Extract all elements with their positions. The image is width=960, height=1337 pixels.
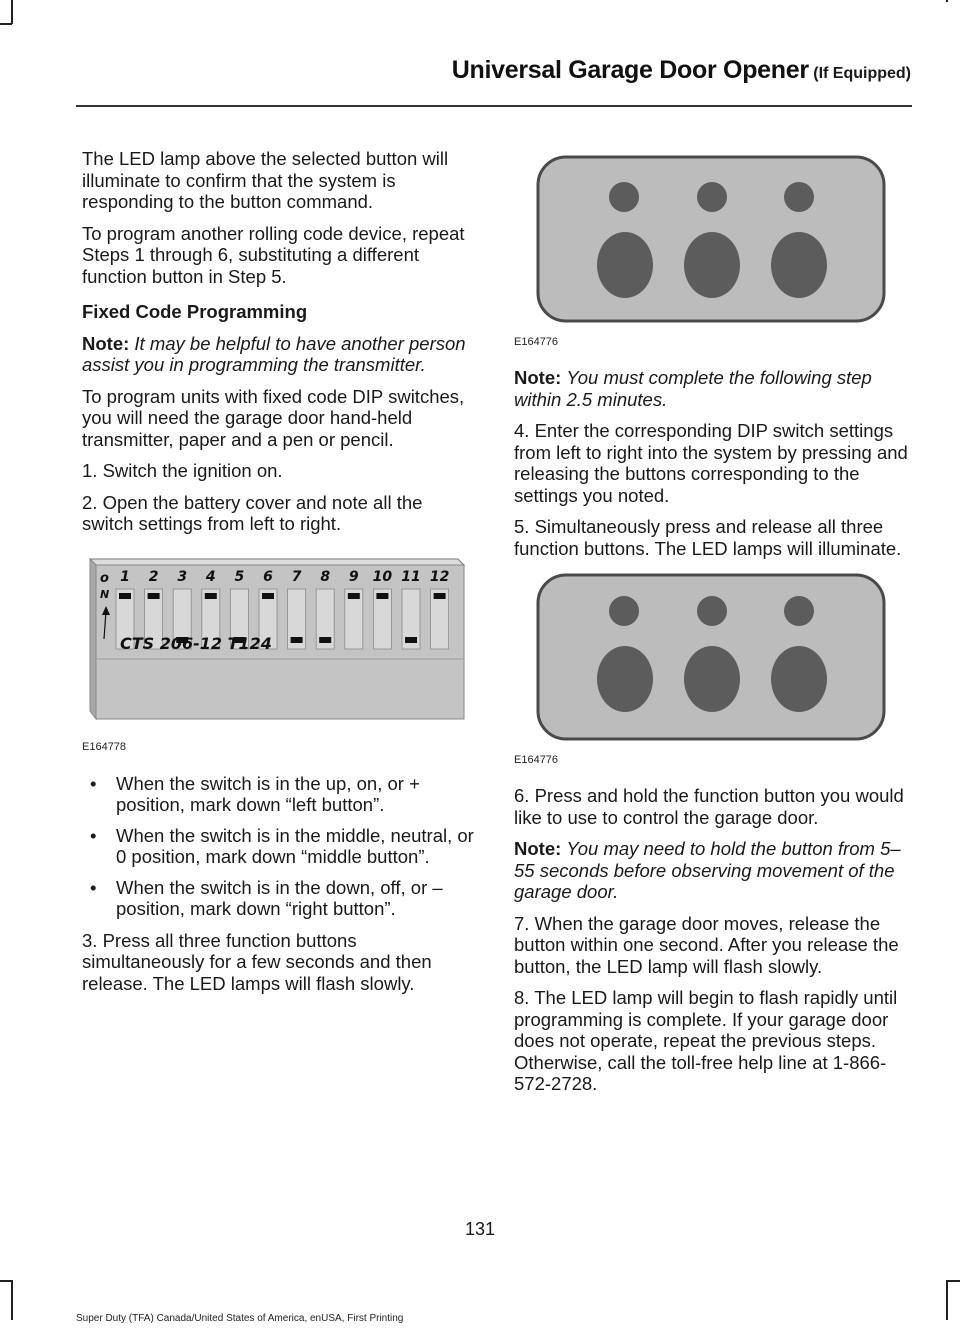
note-label: Note:: [514, 838, 562, 859]
dip-switch-toggle: [262, 593, 274, 599]
dip-figure-code: E164778: [82, 741, 127, 753]
function-button-left: [597, 646, 653, 712]
page-title: Universal Garage Door Opener: [451, 56, 809, 84]
step-1: 1. Switch the ignition on.: [82, 460, 283, 481]
dip-switch-number: 11: [401, 568, 421, 585]
dip-switch-illustration: [82, 551, 472, 729]
note-assist: [82, 333, 476, 376]
dip-switch-number: 6: [263, 568, 273, 585]
dip-on-label-o: o: [100, 570, 109, 586]
list-item: • When the switch is in the down, off, or – position, mark down “right button”.: [82, 877, 476, 920]
dip-switch-number: 8: [320, 568, 331, 585]
dip-switch-number: 3: [177, 568, 188, 585]
button-panel-figure-1: [514, 155, 908, 353]
function-button-left: [597, 232, 653, 298]
step-4: 4. Enter the corresponding DIP switch settings from left to right into the system by pressing and releasing the buttons corresponding to the settings you noted.: [514, 420, 908, 506]
dip-markings: CTS 206-12 T124: [120, 633, 272, 653]
crop-mark-top-left: [11, 0, 13, 24]
section-heading: Fixed Code Programming: [82, 301, 308, 322]
dip-switch-toggle: [319, 637, 331, 643]
dip-switch-number: 7: [291, 568, 302, 585]
list-item: • When the switch is in the middle, neutral, or 0 position, mark down “middle button”.: [82, 825, 476, 868]
led-lamp-right: [784, 596, 814, 626]
led-lamp-middle: [697, 596, 727, 626]
led-lamp-left: [609, 182, 639, 212]
step-3: 3. Press all three function buttons simultaneously for a few seconds and then release. The LED lamps will flash slowly.: [82, 929, 432, 994]
led-lamp-middle: [697, 182, 727, 212]
dip-switch-number: 9: [348, 568, 359, 585]
led-lamp-left: [609, 596, 639, 626]
paragraph-another-device: To program another rolling code device, repeat Steps 1 through 6, substituting a different function button in Step 5.: [82, 222, 465, 287]
step-6: 6. Press and hold the function button you would like to use to control the garage door.: [514, 785, 904, 828]
dip-switch-number: 2: [148, 568, 159, 585]
button-panel-illustration: [514, 155, 908, 325]
dip-switch-toggle: [405, 637, 417, 643]
dip-switch-toggle: [291, 637, 303, 643]
dip-switch-toggle: [434, 593, 446, 599]
page-footer: Super Duty (TFA) Canada/United States of America, enUSA, First Printing: [76, 1313, 404, 1324]
dip-switch-number: 5: [234, 568, 245, 585]
crop-mark-bottom-left: [11, 1280, 13, 1320]
dip-switch-toggle: [376, 593, 388, 599]
switch-position-list: [82, 773, 476, 920]
page-subtitle: (If Equipped): [813, 65, 911, 82]
crop-mark-top-right: [946, 0, 948, 2]
note-text: It may be helpful to have another person assist you in programming the transmitter.: [82, 332, 466, 375]
button-panel-illustration: [514, 573, 908, 743]
dip-body-side: [90, 559, 96, 719]
function-button-right: [771, 232, 827, 298]
dip-switch-toggle: [205, 593, 217, 599]
crop-mark-bottom-right-h: [946, 1280, 960, 1282]
note-text: You may need to hold the button from 5–55 seconds before observing movement of the garage door.: [514, 838, 901, 902]
paragraph-dip-requirements: To program units with fixed code DIP switches, you will need the garage door hand-held transmitter, paper and a pen or pencil.: [82, 385, 465, 450]
note-label: Note:: [514, 367, 562, 388]
crop-mark-top-left-h: [0, 23, 12, 25]
page-header: [0, 56, 911, 85]
dip-switch-figure: [82, 551, 476, 759]
step-7: 7. When the garage door moves, release the button within one second. After you release the button, the LED lamp will flash slowly.: [514, 912, 899, 977]
dip-switch-toggle: [348, 593, 360, 599]
list-item: • When the switch is in the up, on, or + position, mark down “left button”.: [82, 773, 476, 816]
note-time-limit: [514, 367, 908, 410]
note-label: Note:: [82, 332, 130, 354]
header-divider: [76, 105, 912, 107]
note-text: You must complete the following step within 2.5 minutes.: [514, 367, 872, 410]
paragraph-led-confirm: The LED lamp above the selected button will illuminate to confirm that the system is responding to the button command.: [82, 148, 449, 212]
left-column: [82, 148, 476, 1004]
crop-mark-bottom-left-h: [0, 1280, 12, 1282]
figure-code: E164776: [514, 335, 559, 348]
dip-switch-number: 1: [120, 568, 130, 585]
dip-switch-number: 10: [372, 568, 393, 585]
step-5: 5. Simultaneously press and release all three function buttons. The LED lamps will illuminate.: [514, 516, 902, 559]
dip-switch-number: 12: [429, 568, 450, 585]
dip-switch-number: 4: [205, 568, 216, 585]
function-button-right: [771, 646, 827, 712]
dip-body-top: [90, 559, 464, 565]
dip-switch-toggle: [148, 593, 160, 599]
page-number: 131: [464, 1219, 496, 1239]
function-button-middle: [684, 646, 740, 712]
step-2: 2. Open the battery cover and note all the switch settings from left to right.: [82, 491, 423, 534]
led-lamp-right: [784, 182, 814, 212]
dip-on-label-n: N: [100, 587, 110, 601]
button-panel-figure-2: [514, 573, 908, 771]
function-button-middle: [684, 232, 740, 298]
right-column: [514, 155, 908, 1105]
dip-switch-toggle: [119, 593, 131, 599]
note-hold-duration: [514, 838, 908, 903]
figure-code: E164776: [514, 753, 559, 766]
crop-mark-bottom-right: [946, 1280, 948, 1320]
step-8: 8. The LED lamp will begin to flash rapidly until programming is complete. If your garage door does not operate, repeat the previous steps. Otherwise, call the toll-free help line at 1-866-572-2728.: [514, 987, 898, 1094]
